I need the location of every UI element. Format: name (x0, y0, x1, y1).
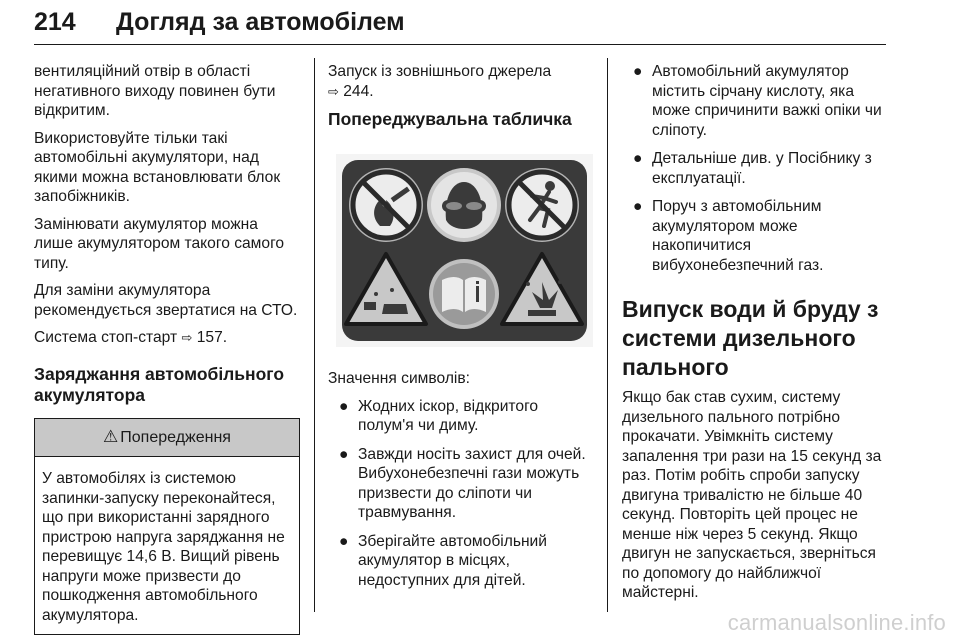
column-3 (622, 62, 888, 611)
reference-arrow-icon[interactable]: ⇨ (181, 330, 193, 345)
bullet-icon: ● (633, 63, 643, 80)
reference-page-link[interactable]: 157. (196, 329, 228, 346)
keep-children-away-icon (505, 168, 579, 242)
warning-header (35, 419, 299, 458)
bullet-icon: ● (339, 532, 349, 550)
warning-body: У автомобілях із системою запинки-запуску переконайтеся, що при використанні зарядного пристрою напруга заряджання не перевищує 14,6 В. Вищий рівень напруги може призвести до пошкодження автомобільного акумулятора. (42, 470, 285, 624)
column-divider (314, 58, 315, 612)
section-heading: Випуск води й бруду з системи дизельного пального (622, 296, 879, 380)
bullet-icon: ● (339, 445, 349, 463)
warning-plate-image (336, 154, 593, 347)
list-item (622, 62, 888, 140)
paragraph-text: Запуск із зовнішнього джерела (328, 63, 552, 80)
section-heading: Попереджувальна табличка (328, 109, 572, 129)
bullet-icon: ● (633, 198, 643, 215)
list-item-text: Автомобільний акумулятор містить сірчану кислоту, яка може спричинити важкі опіки чи сліпоту. (652, 63, 882, 139)
list-item-text: Поруч з автомобільним акумулятором може накопичитися вибухонебезпечний газ. (652, 198, 824, 274)
list-item-text: Зберігайте автомобільний акумулятор в місцях, недоступних для дітей. (358, 532, 547, 589)
column-divider (607, 58, 608, 612)
paragraph-with-reference (34, 328, 300, 348)
paragraph: Замінювати акумулятор можна лише акумулятором такого самого типу. (34, 215, 285, 272)
watermark: carmanualsonline.info (727, 610, 946, 635)
symbol-list-continued (622, 62, 888, 275)
warning-title: Попередження (120, 428, 231, 446)
warning-box (34, 418, 300, 636)
page-header (34, 6, 886, 46)
no-fire-icon (349, 168, 423, 242)
chapter-title: Догляд за автомобілем (116, 8, 405, 36)
reference-page-link[interactable]: 244. (343, 82, 374, 100)
list-item (622, 197, 888, 275)
page-number: 214 (34, 8, 76, 36)
warning-triangle-icon: ⚠ (103, 426, 119, 446)
reference-arrow-icon[interactable]: ⇨ (328, 83, 339, 99)
read-manual-icon (429, 259, 499, 329)
wear-goggles-icon (427, 168, 501, 242)
paragraph: Використовуйте тільки такі автомобільні акумулятори, над якими можна встановлювати блок запобіжників. (34, 129, 281, 205)
list-item (328, 397, 593, 436)
column-2 (328, 62, 593, 599)
list-item (622, 149, 888, 188)
paragraph: Якщо бак став сухим, систему дизельного пального потрібно прокачати. Увімкніть систему запалення три рази на 15 секунд за раз. Потім робіть спроби запуску двигуна тривалістю не більше 40 секунд. Повторіть цей процес не менше ніж через 5 секунд. Якщо двигун не запускається, зверніться по допомогу до найближчої майстерні. (622, 389, 882, 601)
section-heading: Заряджання автомобільного акумулятора (34, 363, 285, 405)
paragraph-text: Система стоп-старт (34, 329, 178, 346)
bullet-icon: ● (339, 397, 349, 415)
list-item-text: Детальніше див. у Посібнику з експлуатації. (652, 150, 872, 187)
symbol-list (328, 397, 593, 591)
list-item-text: Жодних іскор, відкритого полум'я чи диму. (358, 397, 539, 434)
paragraph: Значення символів: (328, 370, 471, 387)
list-item (328, 445, 593, 523)
list-item (328, 532, 593, 591)
paragraph: Для заміни акумулятора рекомендується звертатися на СТО. (34, 282, 298, 319)
paragraph-with-reference (328, 62, 593, 101)
column-1 (34, 62, 300, 635)
paragraph: вентиляційний отвір в області негативного виходу повинен бути відкритим. (34, 63, 276, 119)
list-item-text: Завжди носіть захист для очей. Вибухонебезпечні гази можуть призвести до сліпоти чи травмування. (358, 445, 586, 521)
header-rule (34, 44, 886, 45)
bullet-icon: ● (633, 150, 643, 167)
